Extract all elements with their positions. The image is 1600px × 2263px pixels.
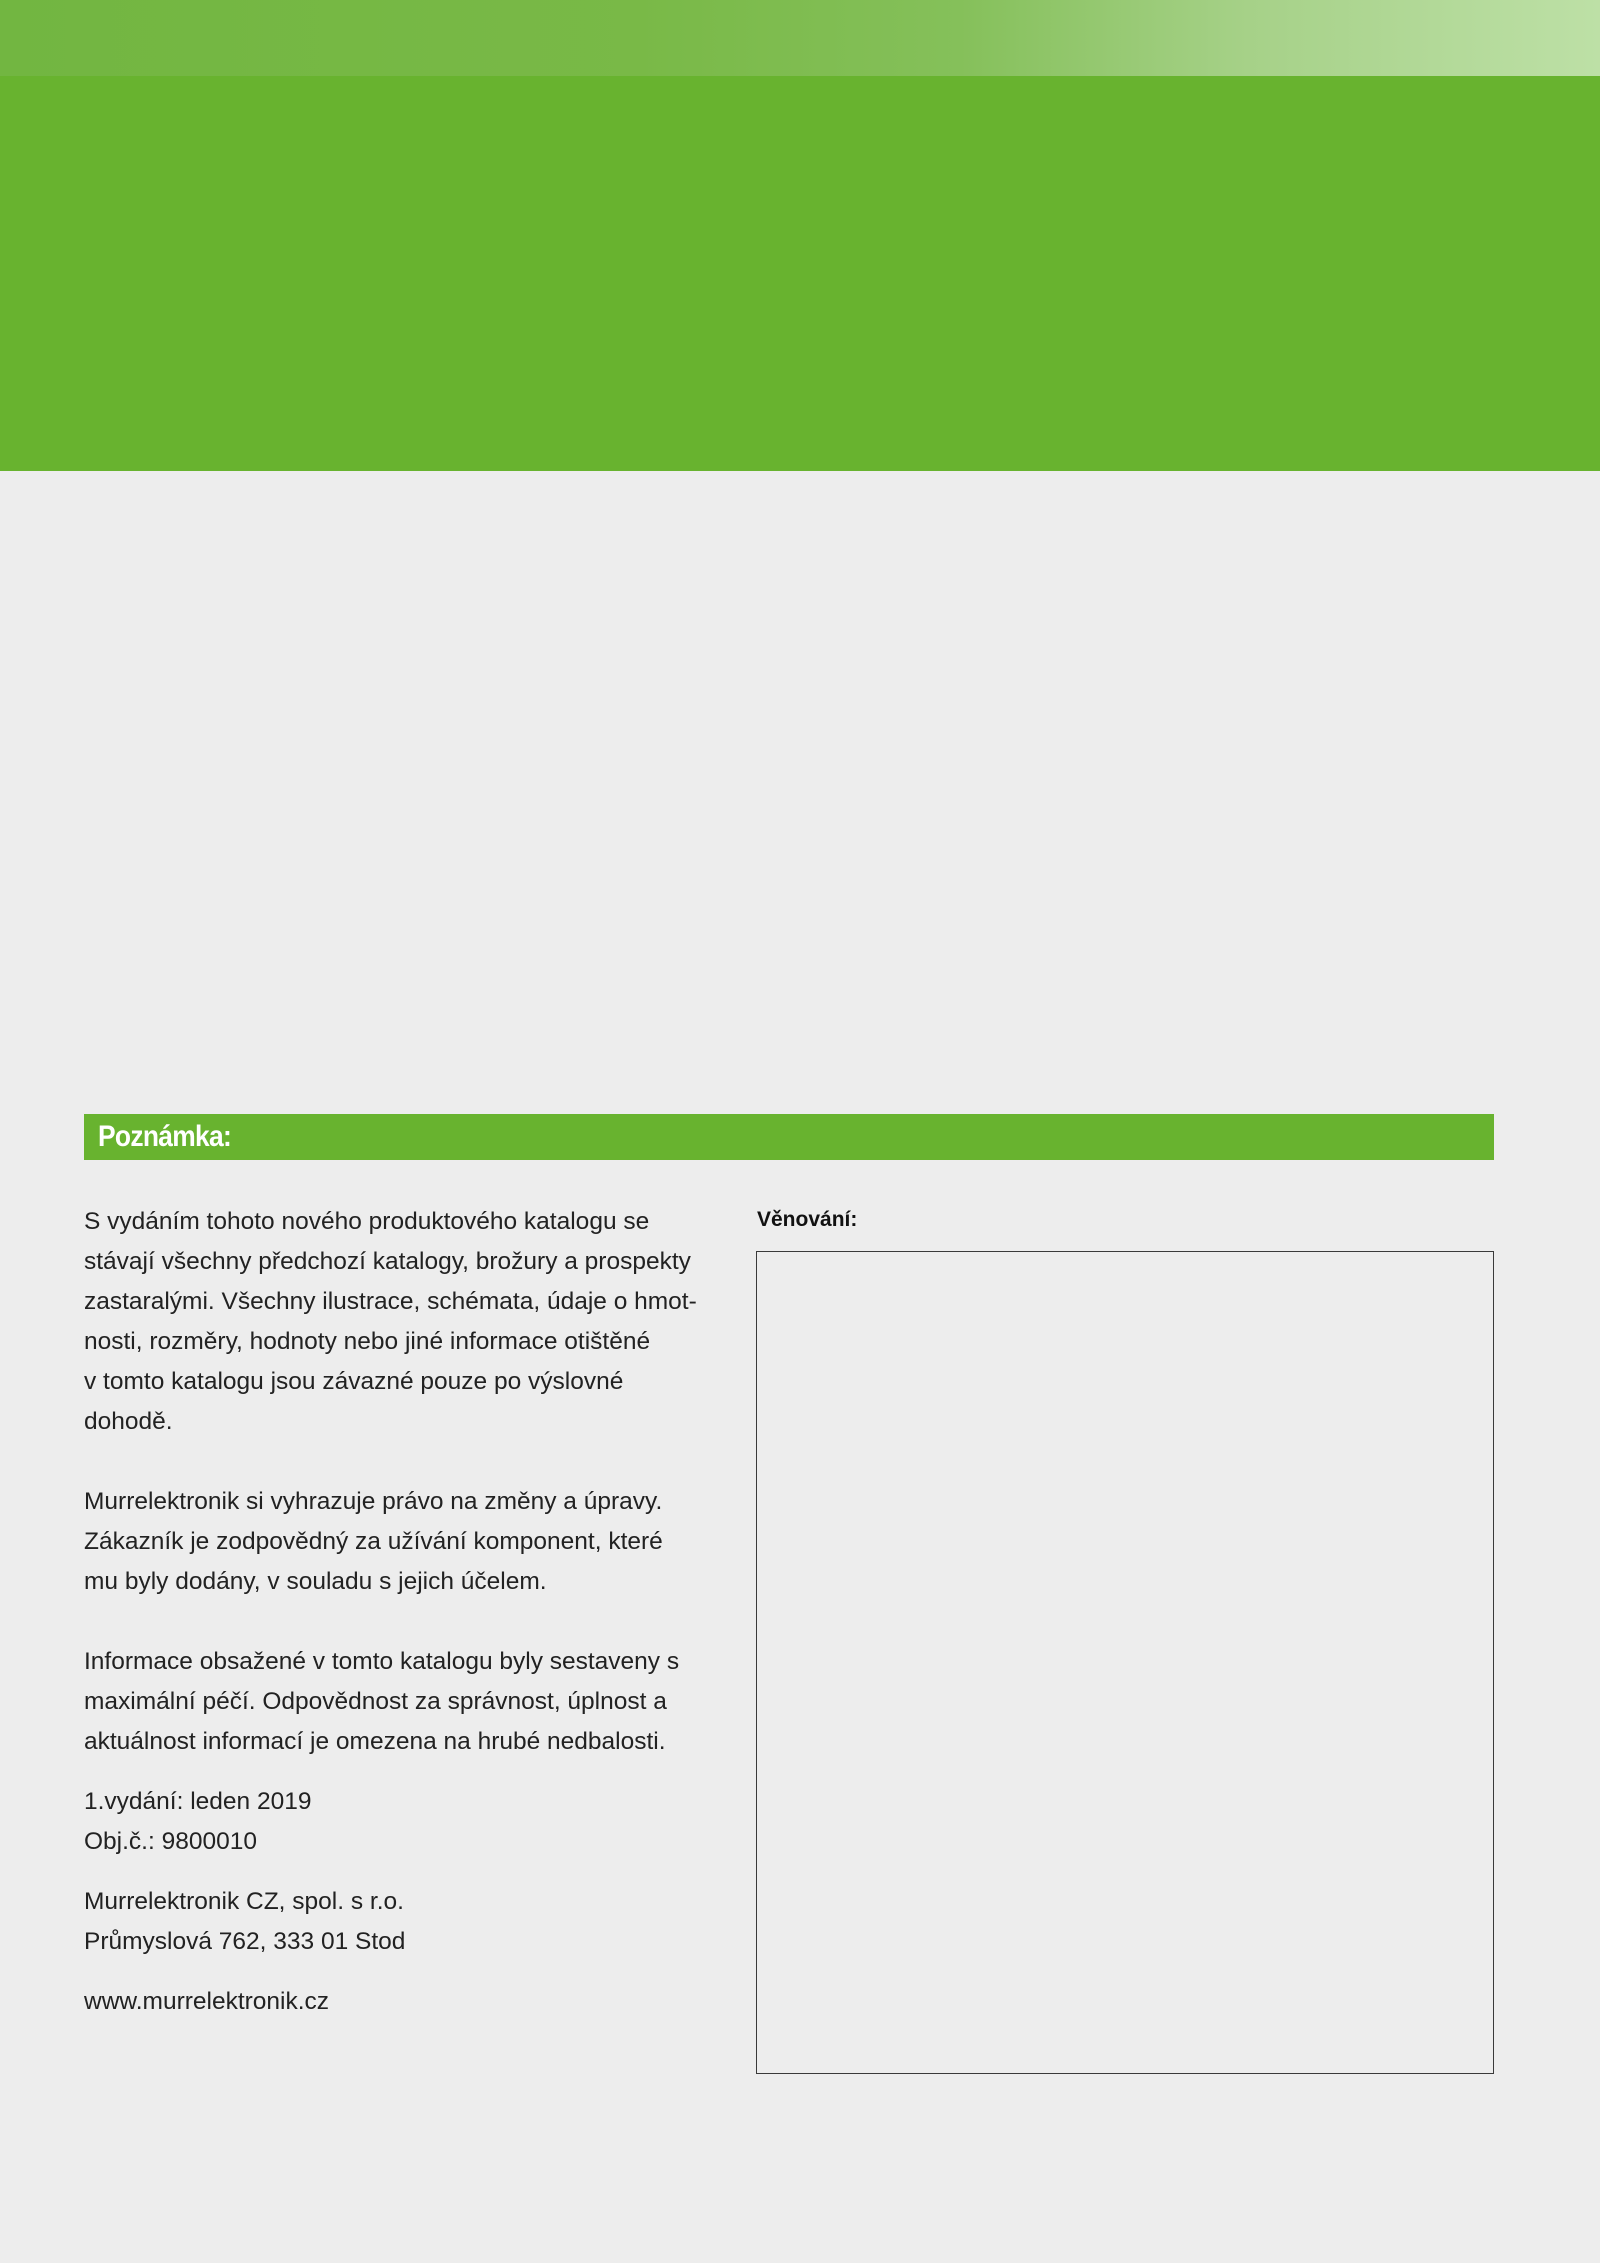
text-line: Zákazník je zodpovědný za užívání komponent, které: [84, 1528, 663, 1555]
text-line: mu byly dodány, v souladu s jejich účelem.: [84, 1568, 547, 1595]
dedication-label: Věnování:: [757, 1208, 858, 1231]
company-name: Murrelektronik CZ, spol. s r.o.: [84, 1888, 404, 1915]
text-line: zastaralými. Všechny ilustrace, schémata, údaje o hmot-: [84, 1288, 697, 1315]
disclaimer-paragraph-1: [84, 1202, 724, 1442]
company-street: Průmyslová 762, 333 01 Stod: [84, 1928, 406, 1955]
text-line: nosti, rozměry, hodnoty nebo jiné informace otištěné: [84, 1328, 651, 1355]
edition-info: [84, 1782, 724, 1862]
disclaimer-paragraph-2: [84, 1482, 724, 1602]
note-title: Poznámka:: [98, 1120, 232, 1153]
dedication-box: [756, 1251, 1494, 2074]
text-line: maximální péčí. Odpovědnost za správnost, úplnost a: [84, 1688, 667, 1715]
edition-text: 1.vydání: leden 2019: [84, 1788, 312, 1815]
header-green-band: [0, 76, 1600, 471]
text-line: S vydáním tohoto nového produktového katalogu se: [84, 1208, 650, 1235]
note-text-column: [84, 1202, 724, 2022]
website-link[interactable]: www.murrelektronik.cz: [84, 1988, 330, 2015]
disclaimer-paragraph-3: [84, 1642, 724, 1762]
text-line: v tomto katalogu jsou závazné pouze po výslovné: [84, 1368, 624, 1395]
top-gradient-bar: [0, 0, 1600, 76]
text-line: Murrelektronik si vyhrazuje právo na změny a úpravy.: [84, 1488, 663, 1515]
text-line: stávají všechny předchozí katalogy, brožury a prospekty: [84, 1248, 691, 1275]
company-address: [84, 1882, 724, 1962]
website-block: [84, 1982, 724, 2022]
text-line: aktuálnost informací je omezena na hrubé nedbalosti.: [84, 1728, 666, 1755]
note-header: [84, 1114, 1494, 1160]
order-number-text: Obj.č.: 9800010: [84, 1828, 257, 1855]
text-line: Informace obsažené v tomto katalogu byly sestaveny s: [84, 1648, 680, 1675]
text-line: dohodě.: [84, 1408, 173, 1435]
